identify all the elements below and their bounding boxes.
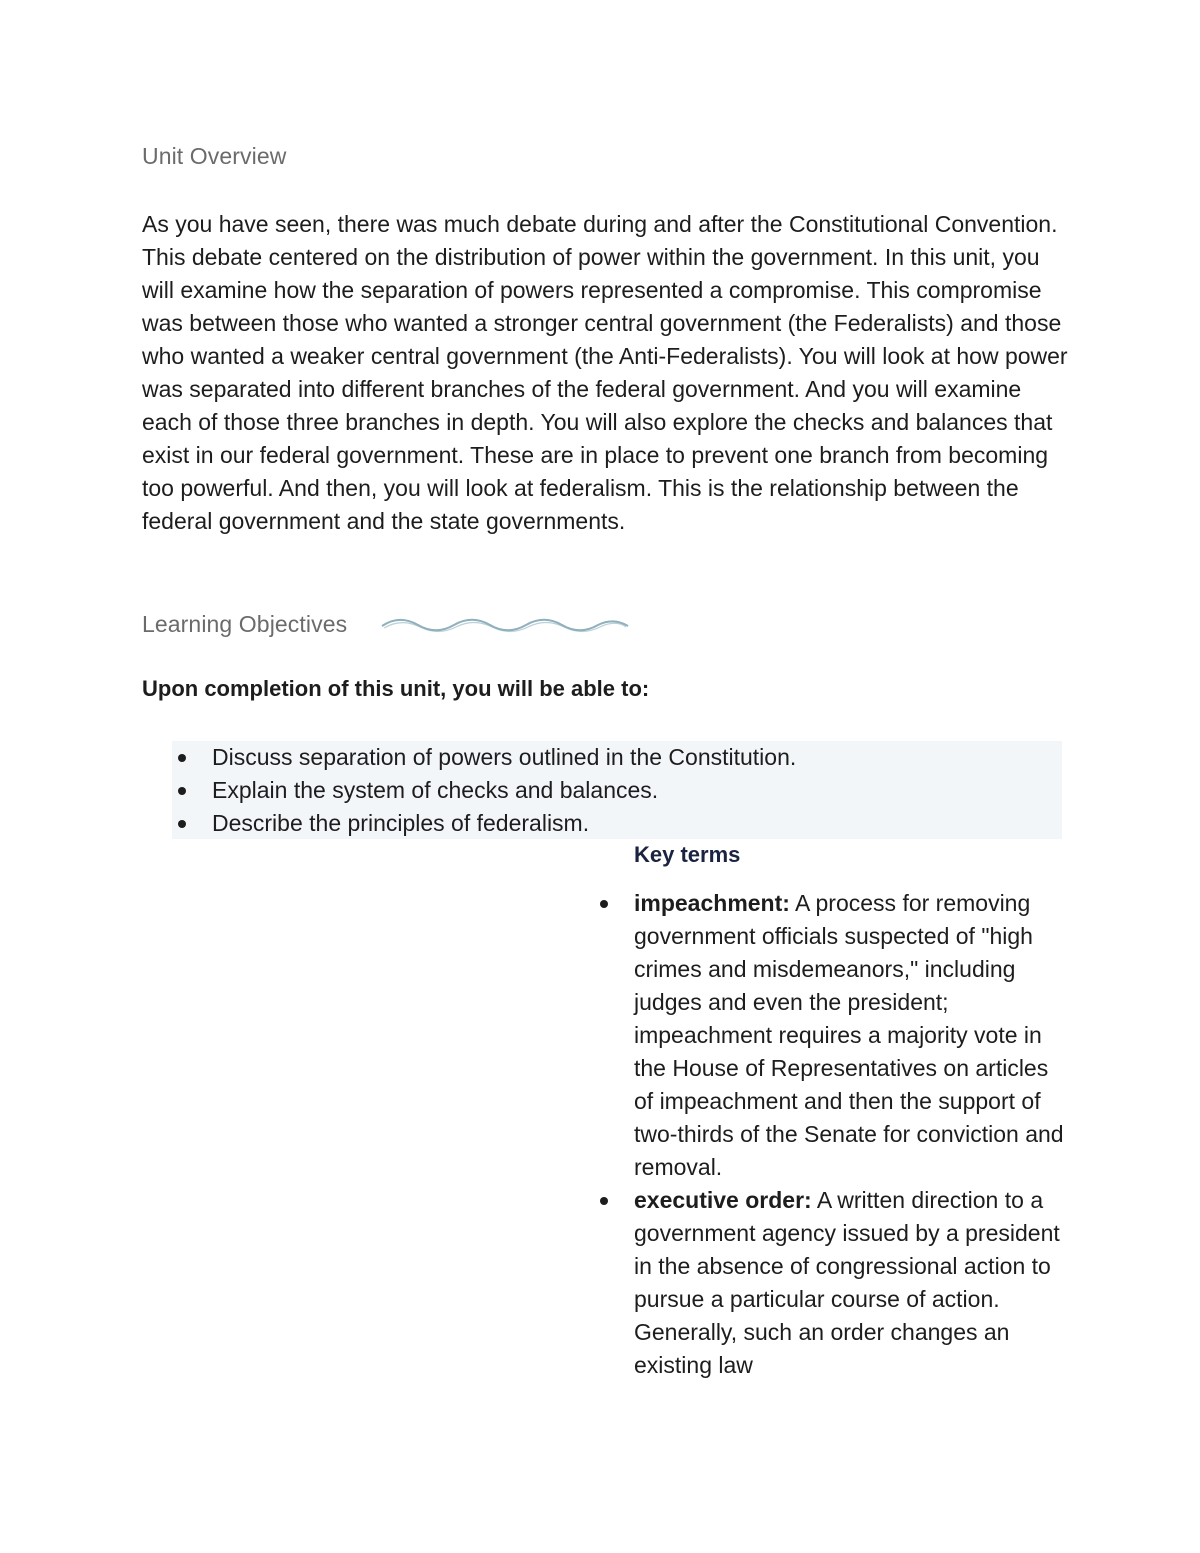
decorative-wave-icon [380, 612, 630, 638]
bullet-icon [178, 787, 186, 795]
objective-text: Explain the system of checks and balances. [212, 777, 659, 803]
unit-overview-paragraph: As you have seen, there was much debate during and after the Constitutional Convention. This debate centered on the distribution of power within the government. In this unit, you will examine how the separation of powers represented a compromise. This compromise was between those who wanted a stronger central government (the Federalists) and those who wanted a weaker central government (the Anti-Federalists). You will look at how power was separated into different branches of the federal government. And you will examine each of those three branches in depth. You will also explore the checks and balances that exist in our federal government. These are in place to prevent one branch from becoming too powerful. And then, you will look at federalism. This is the relationship between the federal government and the state governments. [142, 211, 1068, 534]
objectives-list [172, 741, 1062, 840]
learning-objectives-heading: Learning Objectives [142, 611, 348, 637]
key-term-item [594, 1184, 1064, 1382]
key-terms-list [594, 887, 1064, 1382]
bullet-icon [178, 820, 186, 828]
term-name: executive order: [634, 1187, 812, 1213]
wave-line [382, 620, 628, 631]
objective-item [172, 741, 1062, 774]
objectives-intro: Upon completion of this unit, you will be able to: [142, 676, 650, 701]
objectives-panel [172, 741, 1062, 839]
objective-text: Discuss separation of powers outlined in the Constitution. [212, 744, 797, 770]
bullet-icon [600, 1197, 608, 1205]
key-term-item [594, 887, 1064, 1184]
objective-text: Describe the principles of federalism. [212, 810, 590, 836]
objective-item [172, 774, 1062, 807]
bullet-icon [600, 900, 608, 908]
objective-item [172, 807, 1062, 840]
bullet-icon [178, 754, 186, 762]
term-name: impeachment: [634, 890, 790, 916]
key-terms-heading: Key terms [634, 842, 741, 867]
term-definition: A process for removing government officials suspected of "high crimes and misdemeanors," including judges and even the president; impeachment requires a majority vote in the House of Representatives on articles of impeachment and then the support of two-thirds of the Senate for conviction and removal. [634, 890, 1064, 1180]
unit-overview-heading: Unit Overview [142, 143, 287, 169]
term-definition: A written direction to a government agency issued by a president in the absence of congressional action to pursue a particular course of action. Generally, such an order changes an existing law [634, 1187, 1060, 1378]
